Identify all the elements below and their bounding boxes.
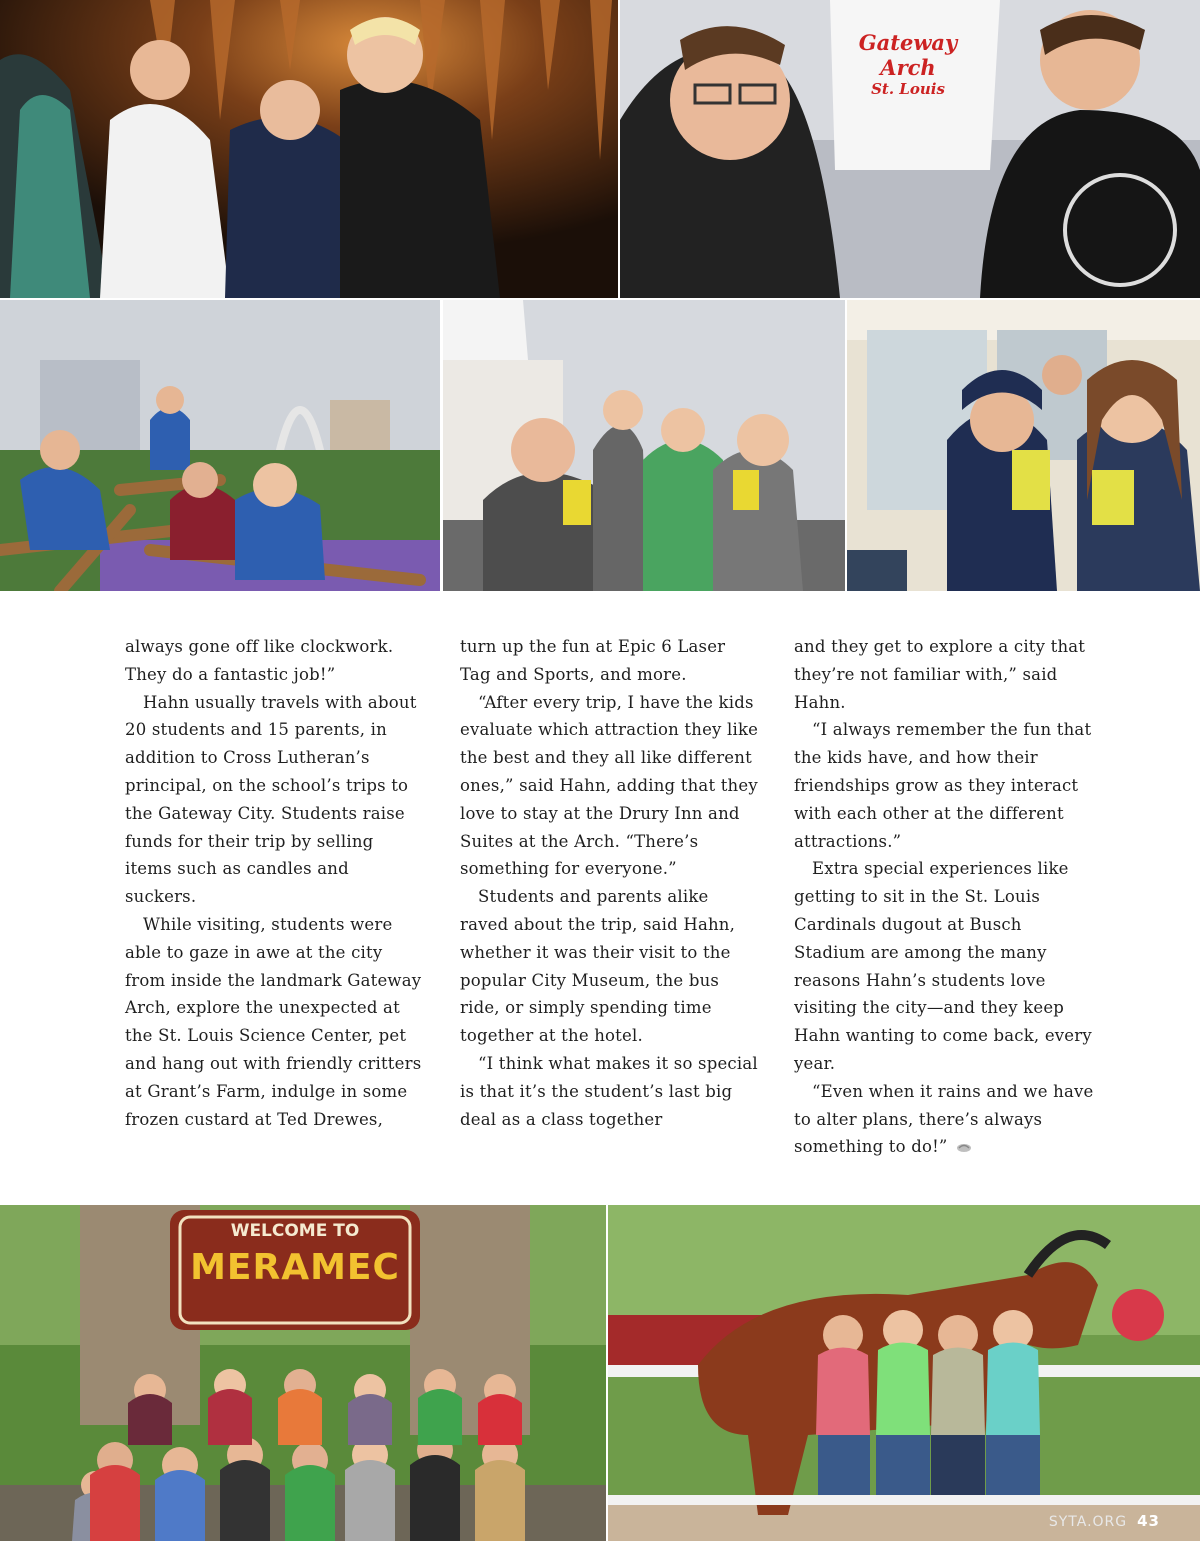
custard-window-photo [847, 300, 1200, 591]
paragraph: “I think what makes it so special is that it’s the student’s last big deal as a class together [460, 1053, 758, 1129]
paragraph: always gone off like clockwork. They do a fantastic job!” [125, 637, 394, 684]
footer-site: SYTA.ORG [1048, 1514, 1128, 1530]
meramec-sign-top: WELCOME TO [230, 1221, 360, 1241]
clydesdale-statue-photo [608, 1205, 1200, 1541]
cave-photo [0, 0, 618, 298]
meramec-caverns-photo [0, 1205, 606, 1541]
page-number: 43 [1137, 1512, 1160, 1530]
sign-line1: Gateway Arch [858, 30, 958, 80]
paragraph: “I always remember the fun that the kids have, and how their friendships grow as they interact with each other at the different attractions.” [794, 720, 1092, 851]
paragraph [794, 1078, 1094, 1161]
paragraph: Extra special experiences like getting to sit in the St. Louis Cardinals dugout at Busch Stadium are among the many reasons Hahn’s students love visiting the city—and they keep Hahn wanting to come back, every year. [794, 859, 1092, 1073]
paragraph: and they get to explore a city that they’re not familiar with,” said Hahn. [794, 637, 1086, 712]
closing-quote-text: “Even when it rains and we have to alter plans, there’s always something to do!” [794, 1081, 1094, 1157]
end-mark-icon [956, 1142, 972, 1154]
article-column-1 [125, 633, 425, 1133]
article-column-2 [460, 633, 760, 1133]
city-museum-photo [0, 300, 440, 591]
paragraph: Students and parents alike raved about the trip, said Hahn, whether it was their visit to the popular City Museum, the bus ride, or simply spending time together at the hotel. [460, 887, 736, 1046]
gateway-arch-sign [828, 30, 988, 98]
page-footer [1049, 1512, 1160, 1530]
gateway-arch-tram-photo [620, 0, 1200, 298]
paragraph: turn up the fun at Epic 6 Laser Tag and Sports, and more. [460, 637, 726, 684]
sign-line2: St. Louis [871, 80, 945, 98]
paragraph: While visiting, students were able to gaze in awe at the city from inside the landmark Gateway Arch, explore the unexpected at the St. Louis Science Center, pet and hang out with friendly critters at Grant’s Farm, indulge in some frozen custard at Ted Drewes, [125, 914, 422, 1129]
meramec-sign-main: MERAMEC [190, 1247, 400, 1288]
paragraph: Hahn usually travels with about 20 students and 15 parents, in addition to Cross Lutheran’s principal, on the school’s trips to the Gateway City. Students raise funds for their trip by selling items such as candles and suckers. [125, 692, 417, 907]
paragraph: “After every trip, I have the kids evaluate which attraction they like the best and they all like different ones,” said Hahn, adding that they love to stay at the Drury Inn and Suites at the Arch. “There’s something for everyone.” [460, 692, 759, 879]
article-column-3 [794, 633, 1094, 1161]
frozen-custard-group-photo [443, 300, 845, 591]
